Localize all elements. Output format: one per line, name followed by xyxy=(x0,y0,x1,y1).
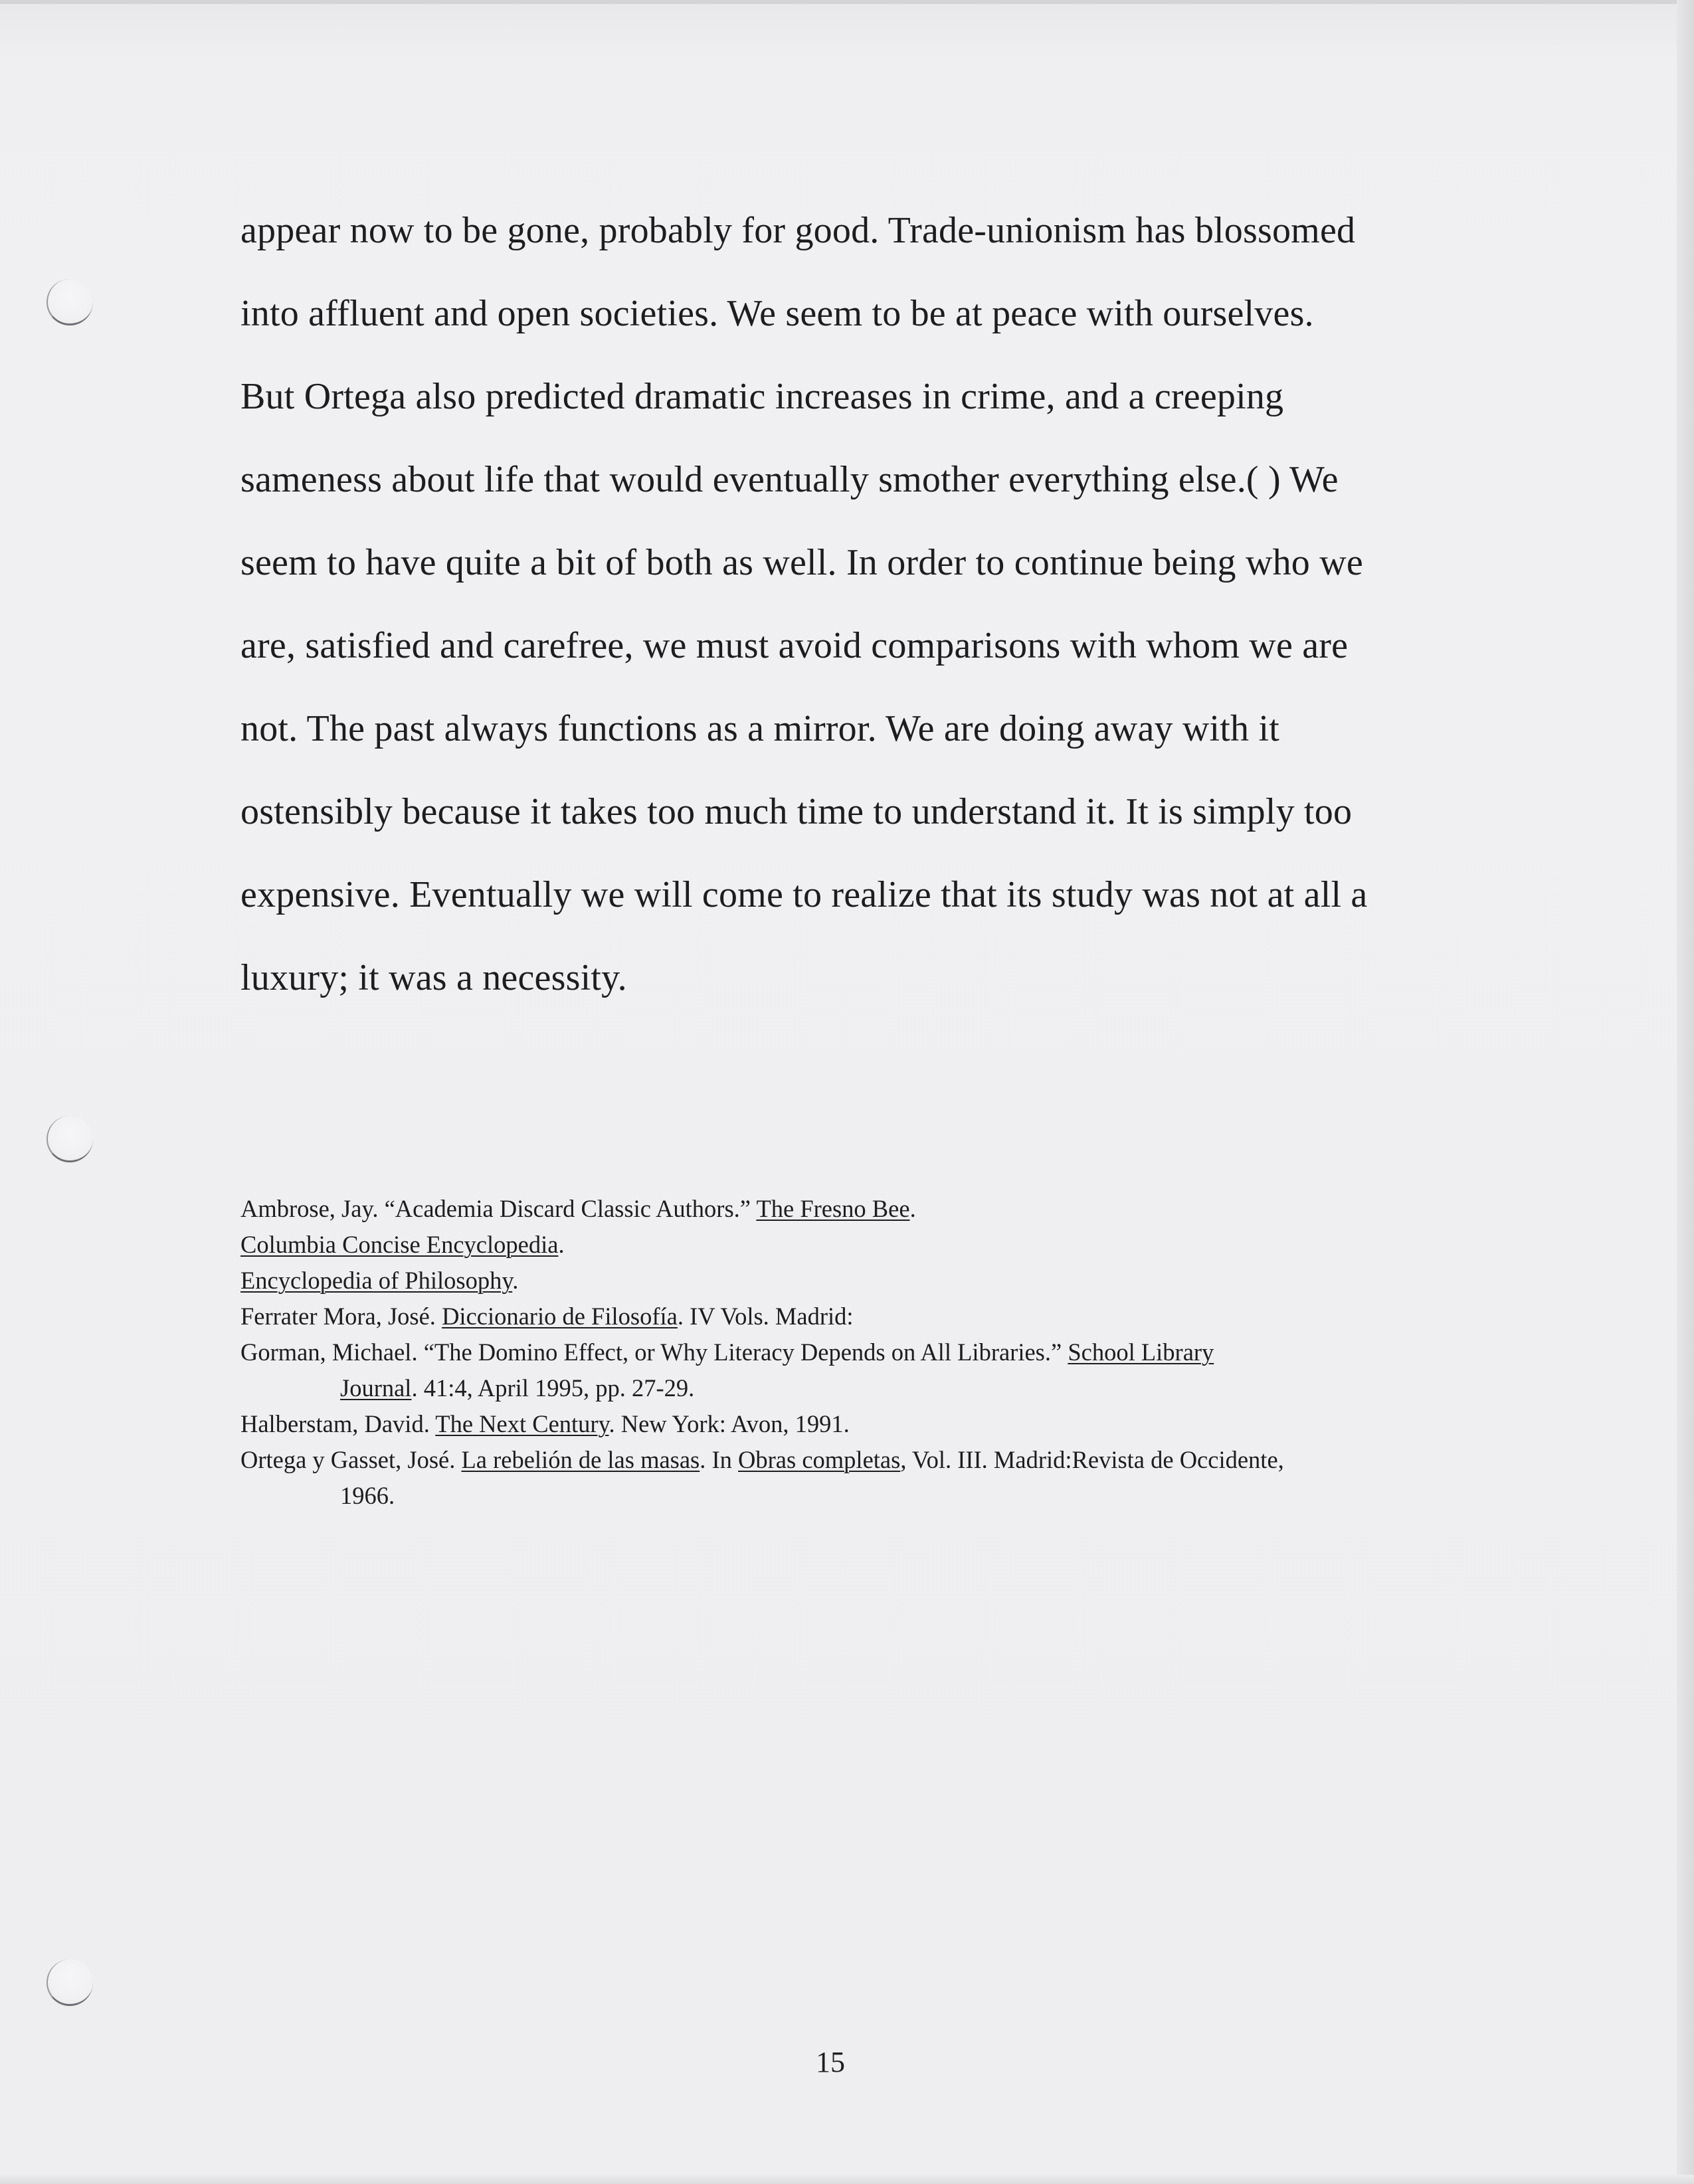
reference-columbia xyxy=(240,1227,1503,1263)
reference-source-title: The Fresno Bee xyxy=(756,1195,910,1222)
reference-details: . IV Vols. Madrid: xyxy=(677,1303,854,1330)
body-line: seem to have quite a bit of both as well. In order to continue being who we xyxy=(240,542,1363,583)
scan-top-edge xyxy=(0,0,1694,4)
reference-details: . New York: Avon, 1991. xyxy=(609,1410,850,1437)
reference-punctuation: . xyxy=(512,1267,519,1294)
body-line: sameness about life that would eventually smother everything else.( ) We xyxy=(240,459,1339,500)
reference-punctuation: . xyxy=(558,1231,565,1258)
punch-hole-bottom xyxy=(47,1959,93,2006)
reference-author: Gorman, Michael. “The Domino Effect, or Why Literacy Depends on All Libraries.” xyxy=(240,1338,1068,1366)
reference-punctuation: . xyxy=(909,1195,916,1222)
body-line: appear now to be gone, probably for good. Trade-unionism has blossomed xyxy=(240,210,1356,251)
reference-ortega xyxy=(240,1442,1503,1514)
reference-author: Ambrose, Jay. “Academia Discard Classic Authors.” xyxy=(240,1195,757,1222)
references-list xyxy=(240,1191,1503,1514)
reference-author: Ferrater Mora, José. xyxy=(240,1303,442,1330)
reference-halberstam xyxy=(240,1406,1503,1442)
reference-details: , Vol. III. Madrid:Revista de Occidente, xyxy=(900,1446,1284,1473)
reference-details: . 41:4, April 1995, pp. 27-29. xyxy=(411,1374,695,1402)
reference-title: Diccionario de Filosofía xyxy=(442,1303,678,1330)
reference-title: The Next Century xyxy=(435,1410,609,1437)
body-line: are, satisfied and carefree, we must avoid comparisons with whom we are xyxy=(240,625,1349,666)
body-paragraph xyxy=(240,189,1503,1020)
reference-title: Encyclopedia of Philosophy xyxy=(240,1267,513,1294)
reference-title: Columbia Concise Encyclopedia xyxy=(240,1231,559,1258)
reference-year: 1966. xyxy=(340,1482,395,1509)
body-line: luxury; it was a necessity. xyxy=(240,957,627,998)
reference-journal-title-cont: Journal xyxy=(340,1374,412,1402)
page-number: 15 xyxy=(816,2046,845,2078)
punch-hole-top xyxy=(47,279,93,325)
body-line: ostensibly because it takes too much time to understand it. It is simply too xyxy=(240,791,1353,832)
body-line: But Ortega also predicted dramatic increases in crime, and a creeping xyxy=(240,376,1284,417)
scan-right-edge xyxy=(1677,0,1694,2184)
body-line: into affluent and open societies. We seem to be at peace with ourselves. xyxy=(240,293,1314,334)
reference-connector: . In xyxy=(700,1446,739,1473)
reference-continuation xyxy=(240,1370,1503,1406)
scan-bottom-edge xyxy=(0,2175,1694,2184)
reference-ferrater xyxy=(240,1299,1503,1334)
body-line: expensive. Eventually we will come to realize that its study was not at all a xyxy=(240,874,1368,915)
punch-hole-middle xyxy=(47,1116,93,1162)
reference-ambrose xyxy=(240,1191,1503,1227)
reference-philosophy xyxy=(240,1263,1503,1299)
body-line: not. The past always functions as a mirror. We are doing away with it xyxy=(240,708,1279,749)
reference-journal-title: School Library xyxy=(1068,1338,1214,1366)
reference-collection-title: Obras completas xyxy=(738,1446,901,1473)
reference-author: Ortega y Gasset, José. xyxy=(240,1446,462,1473)
reference-title: La rebelión de las masas xyxy=(461,1446,700,1473)
reference-author: Halberstam, David. xyxy=(240,1410,436,1437)
reference-gorman xyxy=(240,1334,1503,1406)
